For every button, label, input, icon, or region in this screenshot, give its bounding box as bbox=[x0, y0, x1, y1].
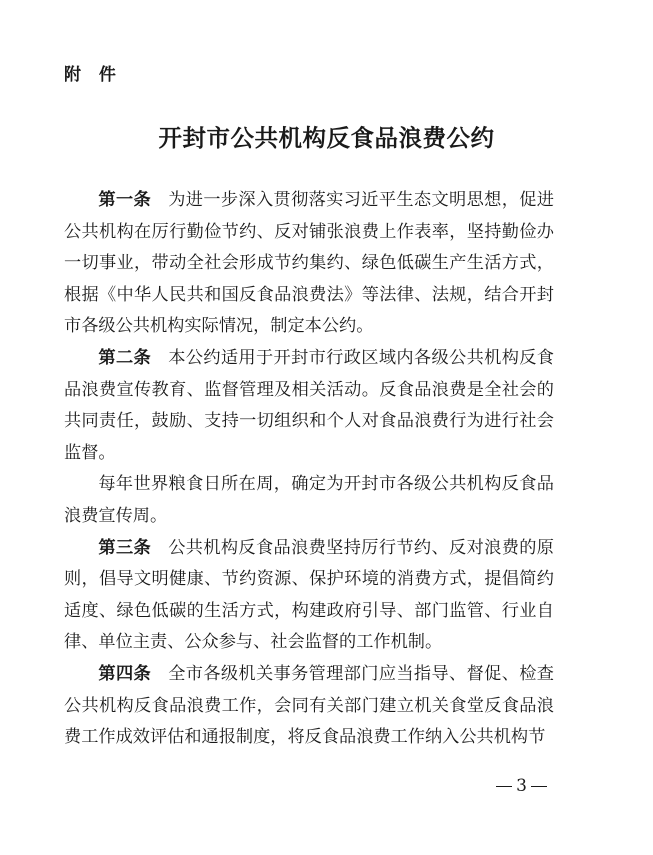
attachment-label: 附 件 bbox=[64, 65, 122, 85]
article-heading: 第二条 bbox=[98, 347, 152, 368]
article-paragraph-2b bbox=[64, 469, 554, 532]
article-paragraph-1 bbox=[64, 185, 554, 343]
page-number bbox=[492, 776, 551, 796]
article-text: 为进一步深入贯彻落实习近平生态文明思想，促进公共机构在厉行勤俭节约、反对铺张浪费上作表率，坚持勤俭办一切事业，带动全社会形成节约集约、绿色低碳生产生活方式，根据《中华人民共和国反食品浪费法》等法律、法规，结合开封市各级公共机构实际情况，制定本公约。 bbox=[64, 190, 554, 337]
dash-right bbox=[531, 786, 547, 788]
document-body bbox=[64, 185, 554, 754]
article-heading: 第一条 bbox=[98, 190, 152, 210]
article-text: 公共机构反食品浪费坚持厉行节约、反对浪费的原则，倡导文明健康、节约资源、保护环境的消费方式，提倡简约适度、绿色低碳的生活方式，构建政府引导、部门监管、行业自律、单位主责、公众参与、社会监督的工作机制。 bbox=[64, 537, 554, 653]
article-text: 本公约适用于开封市行政区域内各级公共机构反食品浪费宣传教育、监督管理及相关活动。反食品浪费是全社会的共同责任，鼓励、支持一切组织和个人对食品浪费行为进行社会监督。 bbox=[64, 347, 554, 463]
article-text: 全市各级机关事务管理部门应当指导、督促、检查公共机构反食品浪费工作，会同有关部门建立机关食堂反食品浪费工作成效评估和通报制度，将反食品浪费工作纳入公共机构节 bbox=[64, 663, 554, 748]
article-paragraph-2 bbox=[64, 343, 554, 469]
article-paragraph-4 bbox=[64, 659, 554, 754]
article-text: 每年世界粮食日所在周，确定为开封市各级公共机构反食品浪费宣传周。 bbox=[64, 474, 554, 526]
document-title: 开封市公共机构反食品浪费公约 bbox=[158, 124, 495, 152]
page-number-value: 3 bbox=[516, 776, 527, 796]
article-heading: 第四条 bbox=[98, 663, 152, 684]
dash-left bbox=[496, 786, 512, 788]
article-paragraph-3 bbox=[64, 533, 554, 659]
article-heading: 第三条 bbox=[98, 537, 152, 558]
